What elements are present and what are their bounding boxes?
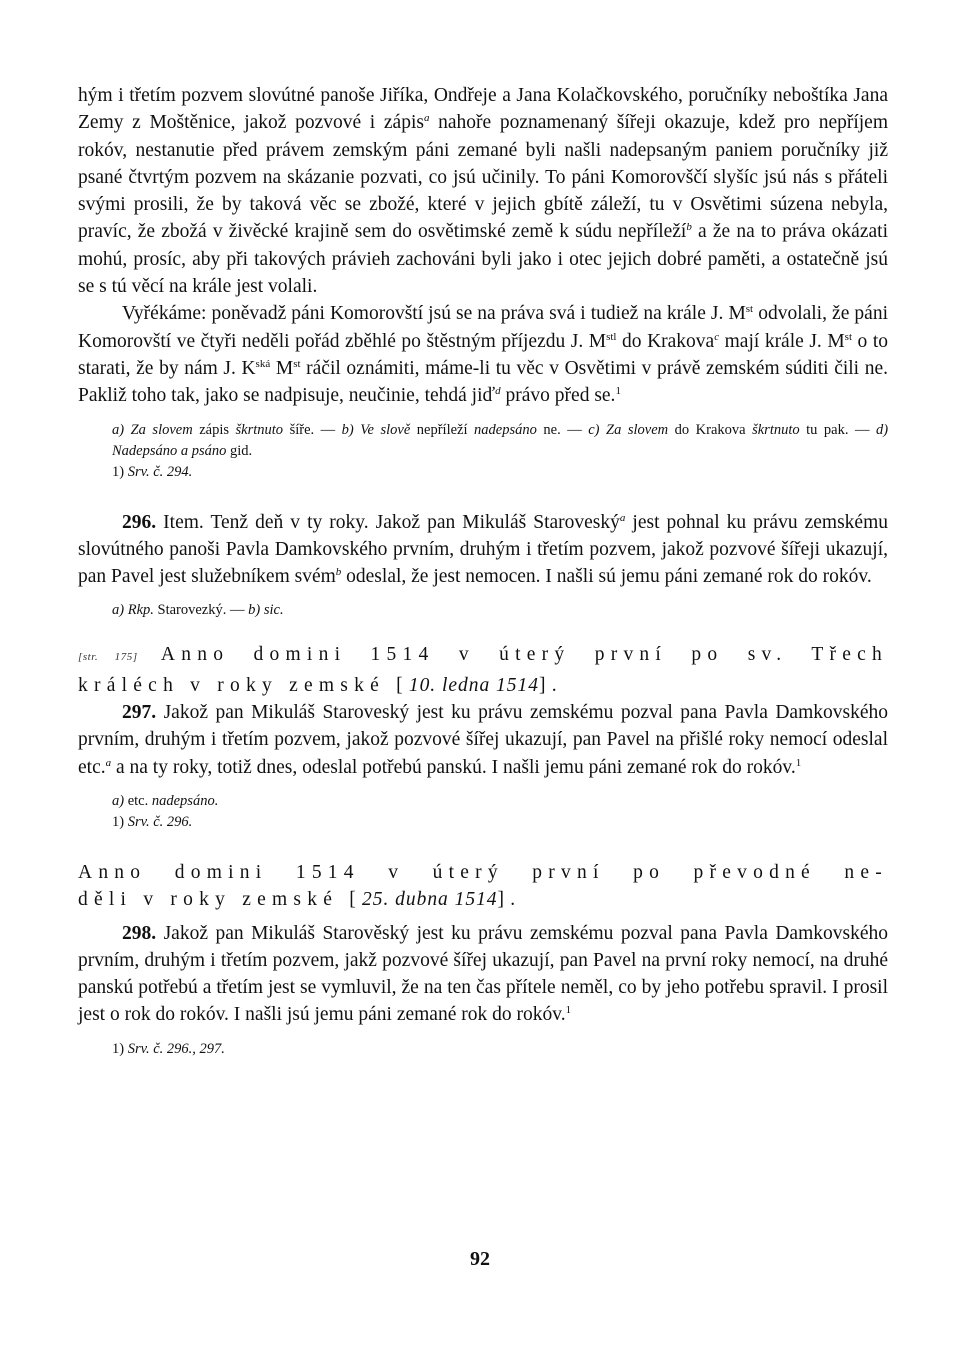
text-run: M [270,357,294,379]
footnote-marker: a [619,511,626,524]
heading-line [78,859,888,886]
footnote-label: 1) [112,463,125,480]
paragraph-verdict [78,300,888,409]
heading-line [78,641,888,671]
footnote-text: etc. [127,792,149,809]
footnotes-block-1 [78,420,888,483]
footnote-italic: Srv. č. 296. [127,813,193,830]
footnote-marker: 1 [565,1004,572,1017]
footnote-italic: Za slovem [606,421,669,438]
footnote-italic: škrtnuto [752,421,800,438]
session-heading-2 [78,859,888,914]
footnote-label: d) [876,421,889,438]
footnote-reference [78,812,888,833]
footnote-text: nepříleží [416,421,468,438]
footnote-text: gid. [230,442,253,459]
footnote-text: do Krakova [674,421,746,438]
footnote-italic: sic. [263,602,284,619]
text-run: Jakož pan Mikuláš Staroveský jest ku právu zemskému pozval pana Pavla Damkovského prvním, druhým i třetím pozvem, jakož pozvové šířej ukazují, pan Pavel na přišlé roky nemocí odeslal etc. [78,702,888,778]
entry-number: 296. [122,511,157,533]
heading-text: ]. [538,674,563,696]
abbrev-superscript: st [844,330,853,343]
footnote-italic: Srv. č. 294. [127,463,193,480]
footnote-text: ne. — [543,421,582,438]
text-run: odvolali, že páni Komorovští ve čtyři neděli pořád zběhlé po štěstným příjezdu J. M [78,303,888,352]
footnote-italic: Za slovem [130,421,193,438]
footnote-label: a) [112,792,125,809]
footnote-italic: Ve slově [360,421,411,438]
footnote-marker: c [714,330,720,343]
text-run: jest pohnal ku právu zemskému slovútného panoši Pavla Damkovského prvním, druhým i třetím pozvem, jakož pozvové šířeji ukazují, pan Pavel jest služebníkem svém [78,511,888,588]
footnote-italic: Nadepsáno a psáno [112,442,227,459]
footnote-line [78,600,888,621]
footnote-text: tu pak. — [806,421,870,438]
text-run: a že na to práva okázati mohú, prosíc, aby při takových právieh zachováni byli jako i otec jejich dobré paměti, a ostatečně jsú se s tú věcí na krále jest volali. [78,221,888,298]
entry-number: 298. [122,922,157,944]
text-run: Jakož pan Mikuláš Starověský jest ku právu zemskému pozval pana Pavla Damkovského prvním, druhým i třetím pozvem, jakž pozvové šířej ukazují, pan Pavel na první roky nemocí, na druhé panskú potřebú a třetím jest se vymluvil, že na ten čas přítele neměl, co by jeho potřebu spravil. I prosil jest o rok do rokóv. I našli jsú jemu páni zemané rok do rokóv. [78,922,888,1026]
text-run: právo před se. [500,385,616,407]
heading-text: ]. [497,889,522,911]
session-heading-1 [78,641,888,699]
footnote-line [78,420,888,462]
footnote-italic: Rkp. [127,602,154,619]
heading-line [78,886,888,913]
page-number: 92 [470,1248,490,1270]
footnote-italic: nadepsáno [474,421,537,438]
footnotes-block-296 [78,600,888,621]
heading-text: Anno domini 1514 v úterý první po sv. Třech [160,644,888,666]
abbrev-superscript: st [293,357,301,370]
heading-line [78,672,888,699]
footnote-label: c) [588,421,600,438]
text-run: Vyřékáme: poněvadž páni Komorovští jsú se na práva svá i tudiež na krále J. M [122,303,746,325]
text-run: odeslal, že jest nemocen. I našli sú jemu páni zemané rok do rokóv. [341,566,872,588]
footnote-marker: a [423,112,430,125]
entry-297 [78,699,888,781]
text-run: o to starati, že by nám J. K [78,330,888,379]
text-run: mají krále J. M [719,330,845,352]
footnote-italic: škrtnuto [235,421,284,438]
footnote-italic: Srv. č. 296., 297. [127,1040,225,1057]
footnote-reference [78,462,888,483]
footnote-marker: b [335,566,342,579]
abbrev-superscript: stl [606,330,617,343]
entry-298 [78,920,888,1029]
footnote-text: šíře. — [289,421,336,438]
footnote-line [78,791,888,812]
text-run: do Krakova [616,330,715,352]
text-run: a na ty roky, totiž dnes, odeslal potřebú panskú. I našli jemu páni zemané rok do rokóv. [111,756,796,778]
footnote-label: a) [112,602,125,619]
heading-text: králéch v roky zemské [ [78,674,409,696]
footnote-label: b) [248,602,261,619]
footnote-marker: b [686,221,692,234]
footnote-marker: a [105,756,112,769]
text-run: ráčil oznámiti, máme-li tu věc v Osvětimi v právě zemském súditi čili ne. Pakliž toho tak, jako se nadpisuje, neučinie, tehdá jiď [78,357,888,407]
footnote-text: zápis [199,421,230,438]
page-body [78,82,888,1060]
heading-date: 25. dubna 1514 [362,889,498,911]
footnote-italic: nadepsáno. [151,792,219,809]
footnotes-block-297 [78,791,888,833]
footnote-marker: 1 [615,385,621,398]
footnote-label: a) [112,421,125,438]
text-run: Item. Tenž deň v ty roky. Jakož pan Mikuláš Staroveský [156,511,620,533]
footnote-label: b) [341,421,354,438]
entry-296 [78,509,888,591]
abbrev-superscript: st [745,303,754,316]
page-reference: [str. 175] [78,651,138,664]
footnote-reference [78,1039,888,1060]
footnote-marker: 1 [795,756,802,769]
text-run: hým i třetím pozvem slovútné panoše Jiříka, Ondřeje a Jana Kolačkovského, poručníky neboštíka Jana Zemy z Moštěnice, jakož pozvové i zápis [78,85,888,134]
footnotes-block-298 [78,1039,888,1060]
footnote-label: 1) [112,1040,125,1057]
heading-text: děli v roky zemské [ [78,889,362,911]
entry-number: 297. [122,702,157,724]
footnote-label: 1) [112,813,125,830]
footnote-text: Starovezký. — [157,602,245,619]
footnote-marker: d [495,385,501,398]
heading-date: 10. ledna 1514 [408,674,539,696]
text-run: nahoře poznamenaný šířeji okazuje, kdež pro nepříjem rokóv, nestanutie před právem zemským páni zemané byli našli nadepsaným paniem poručníky již psané čtvrtým pozvem na skázanie pozvati, co jsú učinily. To páni Komorovščí slyšíc jsú nás s přáteli svými prosili, že by taková věc se zbožé, které v jejich gbítě záleží, tu v Osvětimi súzena nebyla, pravíc, že zbožá v živěcké krajině sem do osvětimské země k súdu nepříleží [78,112,888,243]
paragraph-continuation [78,82,888,300]
abbrev-superscript: ská [255,357,271,370]
heading-text: Anno domini 1514 v úterý první po převodné ne- [78,861,888,883]
